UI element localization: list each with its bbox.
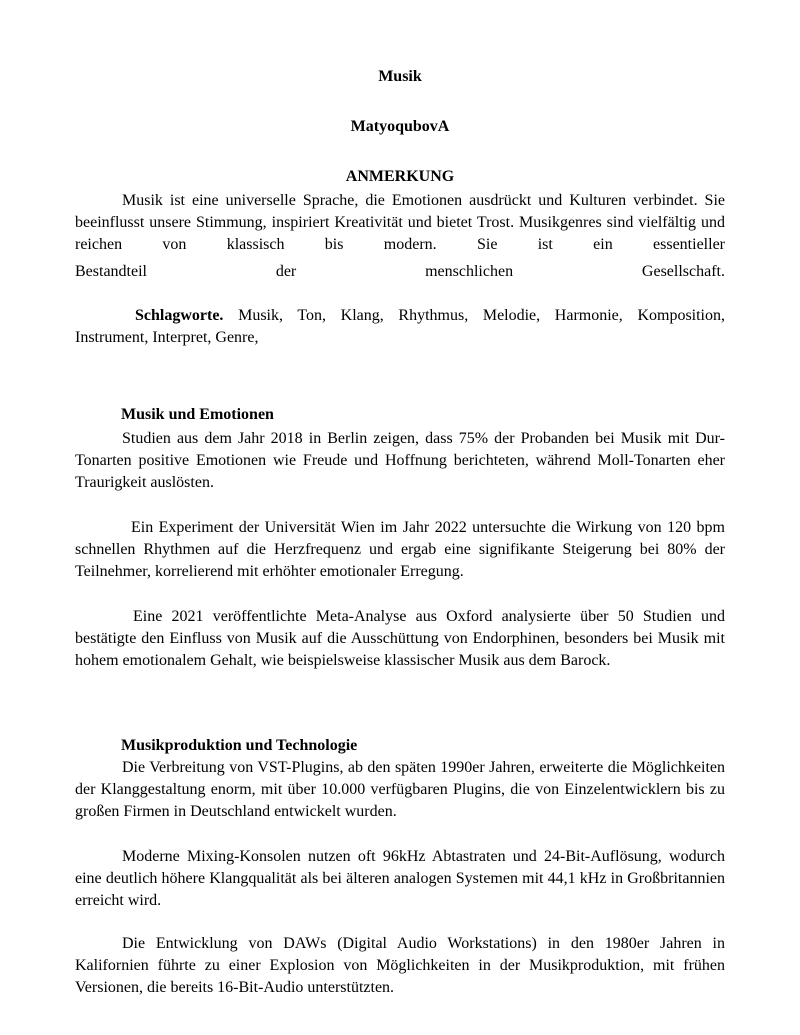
paragraph-production-1: Die Verbreitung von VST-Plugins, ab den späten 1990er Jahren, erweiterte die Möglichkeiten der Klanggestaltung enorm, mit über 10.000 verfügbaren Plugins, die von Einzelentwicklern bis zu großen Firmen in Deutschland entwickelt wurden. xyxy=(75,759,725,820)
keywords-text: Musik, Ton, Klang, Rhythmus, Melodie, Harmonie, Komposition, Instrument, Interpret, Genre, xyxy=(75,307,725,346)
author-name: MatyoqubovA xyxy=(350,118,450,135)
document-title: Musik xyxy=(378,68,422,85)
paragraph-emotions-2: Ein Experiment der Universität Wien im Jahr 2022 untersuchte die Wirkung von 120 bpm schnellen Rhythmen auf die Herzfrequenz und ergab eine signifikante Steigerung bei 80% der Teilnehmer, korrelierend mit erhöhter emotionaler Erregung. xyxy=(75,519,725,580)
keywords xyxy=(75,305,725,349)
abstract-last-line: Bestandteil der menschlichen Gesellschaft. xyxy=(75,263,725,280)
keywords-label: Schlagworte. xyxy=(135,307,224,324)
abstract-text: Musik ist eine universelle Sprache, die Emotionen ausdrückt und Kulturen verbindet. Sie beeinflusst unsere Stimmung, inspiriert Kreativität und bietet Trost. Musikgenres sind vielfältig und reichen von klassisch bis modern. Sie ist ein essentieller xyxy=(75,192,725,253)
paragraph-emotions-1: Studien aus dem Jahr 2018 in Berlin zeigen, dass 75% der Probanden bei Musik mit Dur-Tonarten positive Emotionen wie Freude und Hoffnung berichteten, während Moll-Tonarten eher Traurigkeit auslösten. xyxy=(75,430,725,491)
paragraph-production-2: Moderne Mixing-Konsolen nutzen oft 96kHz Abtastraten und 24-Bit-Auflösung, wodurch eine deutlich höhere Klangqualität als bei älteren analogen Systemen mit 44,1 kHz in Großbritannien erreicht wird. xyxy=(75,848,725,909)
paragraph-production-3: Die Entwicklung von DAWs (Digital Audio Workstations) in den 1980er Jahren in Kalifornien führte zu einer Explosion von Möglichkeiten in der Musikproduktion, mit frühen Versionen, die bereits 16-Bit-Audio unterstützten. xyxy=(75,935,725,996)
abstract-heading: ANMERKUNG xyxy=(345,168,455,185)
section-heading-production: Musikproduktion und Technologie xyxy=(121,737,358,754)
paragraph-emotions-3: Eine 2021 veröffentlichte Meta-Analyse aus Oxford analysierte über 50 Studien und bestätigte den Einfluss von Musik auf die Ausschüttung von Endorphinen, besonders bei Musik mit hohem emotionalem Gehalt, wie beispielsweise klassischer Musik aus dem Barock. xyxy=(75,608,725,669)
section-heading-emotions: Musik und Emotionen xyxy=(121,406,274,423)
